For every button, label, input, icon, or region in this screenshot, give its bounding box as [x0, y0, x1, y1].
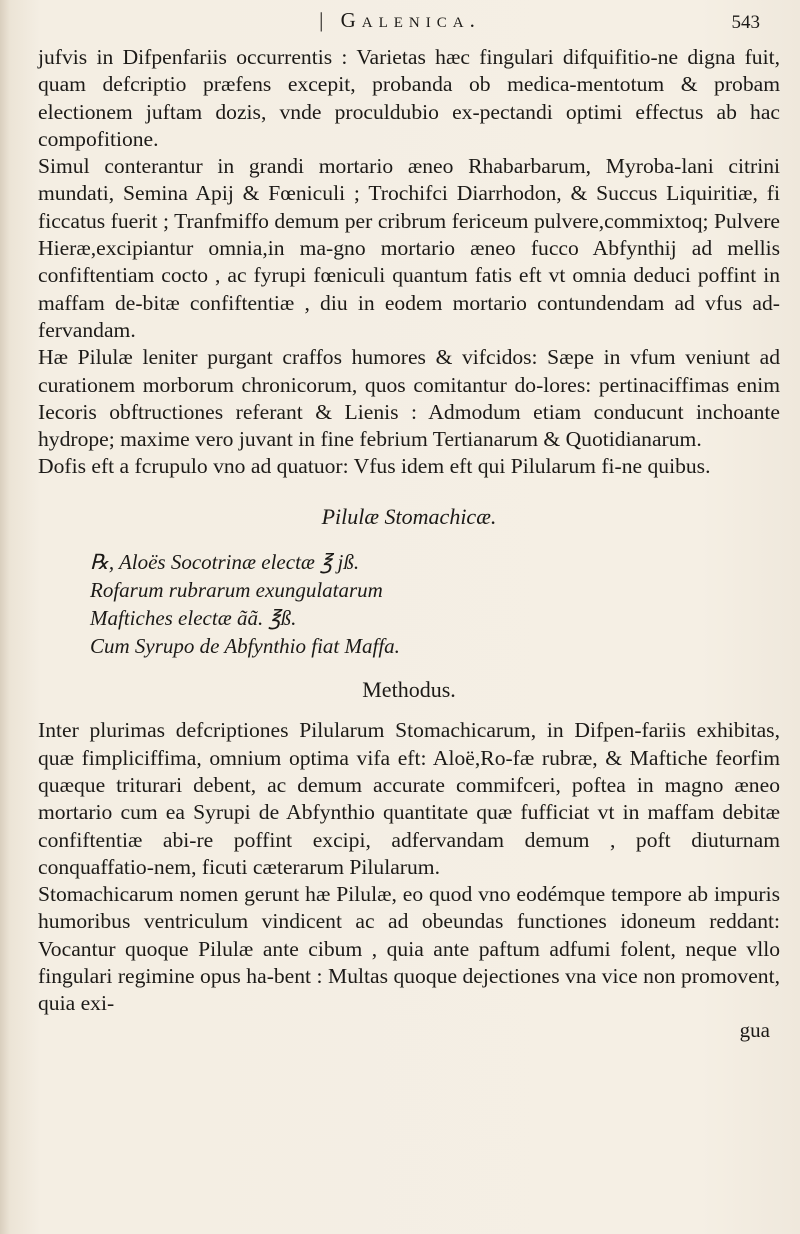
recipe-line: ℞, Aloës Socotrinæ electæ ℥ jß. — [90, 550, 360, 575]
running-title: | Galenica. — [319, 8, 481, 32]
recipe-line: Maftiches electæ ãã. ℥ß. — [90, 606, 297, 631]
page-number: 543 — [731, 12, 760, 33]
paragraph: Inter plurimas defcriptiones Pilularum Stomachicarum, in Difpen-fariis exhibitas, quæ fimpliciffima, omnium optima vifa eft: Aloë,Ro-fæ rubræ, & Maftiche feorfim quæque triturari debent, ac demum accurate commifceri, poftea in magno æneo mortario cum ea Syrupi de Abfynthio quantitate quæ fufficiat vt in maffam debitæ confiftentiæ abi-re poffint excipi, adfervandam demum , poft diuturnam conquaffatio-nem, ficuti cæterarum Pilularum. — [38, 718, 780, 879]
paragraph: Simul conterantur in grandi mortario æneo Rhabarbarum, Myroba-lani citrini mundati, Semina Apij & Fœniculi ; Trochifci Diarrhodon, & Succus Liquiritiæ, fi ficcatus fuerit ; Tranfmiffo demum per cribrum fericeum pulvere,commixtoq; Pulvere Hieræ,excipiantur omnia,in ma-gno mortario æneo fucco Abfynthij ad mellis confiftentiam cocto , ac fyrupi fœniculi quantum fatis eft vt omnia deduci poffint in maffam de-bitæ confiftentiæ , diu in eodem mortario contundendam ad vfus ad-fervandam. — [38, 154, 780, 342]
paragraph: jufvis in Difpenfariis occurrentis : Varietas hæc fingulari difquifitio-ne digna fuit, quam defcriptio præfens excepit, probanda ob medica-mentotum & probam electionem juftam dozis, vnde proculdubio ex-pectandi optimi effectus ab hac compofitione. — [38, 45, 780, 151]
recipe-line: Cum Syrupo de Abfynthio fiat Maffa. — [90, 634, 400, 659]
paragraph: Stomachicarum nomen gerunt hæ Pilulæ, eo quod vno eodémque tempore ab impuris humoribus ventriculum vindicent ac ad obeundas functiones idoneum reddant: Vocantur quoque Pilulæ ante cibum , quia ante paftum adfumi folent, neque vllo fingulari regimine opus ha-bent : Multas quoque dejectiones vna vice non promovent, quia exi- — [38, 882, 780, 1016]
catchword: gua — [739, 1017, 770, 1042]
page-header — [0, 8, 800, 42]
paragraph: Hæ Pilulæ leniter purgant craffos humores & vifcidos: Sæpe in vfum veniunt ad curationem morborum chronicorum, quos comitantur do-lores: pertinaciffimas enim Iecoris obftructiones referant & Lienis : Admodum etiam conducunt inchoante hydrope; maxime vero juvant in fine febrium Tertianarum & Quotidianarum. — [38, 345, 780, 452]
recipe-line: Rofarum rubrarum exungulatarum — [90, 578, 383, 603]
section-heading: Methodus. — [362, 677, 456, 703]
paragraph: Dofis eft a fcrupulo vno ad quatuor: Vfus idem eft qui Pilularum fi-ne quibus. — [38, 454, 711, 479]
page-body — [38, 44, 780, 1042]
recipe-title: Pilulæ Stomachicæ. — [321, 503, 497, 529]
recipe — [38, 548, 780, 660]
